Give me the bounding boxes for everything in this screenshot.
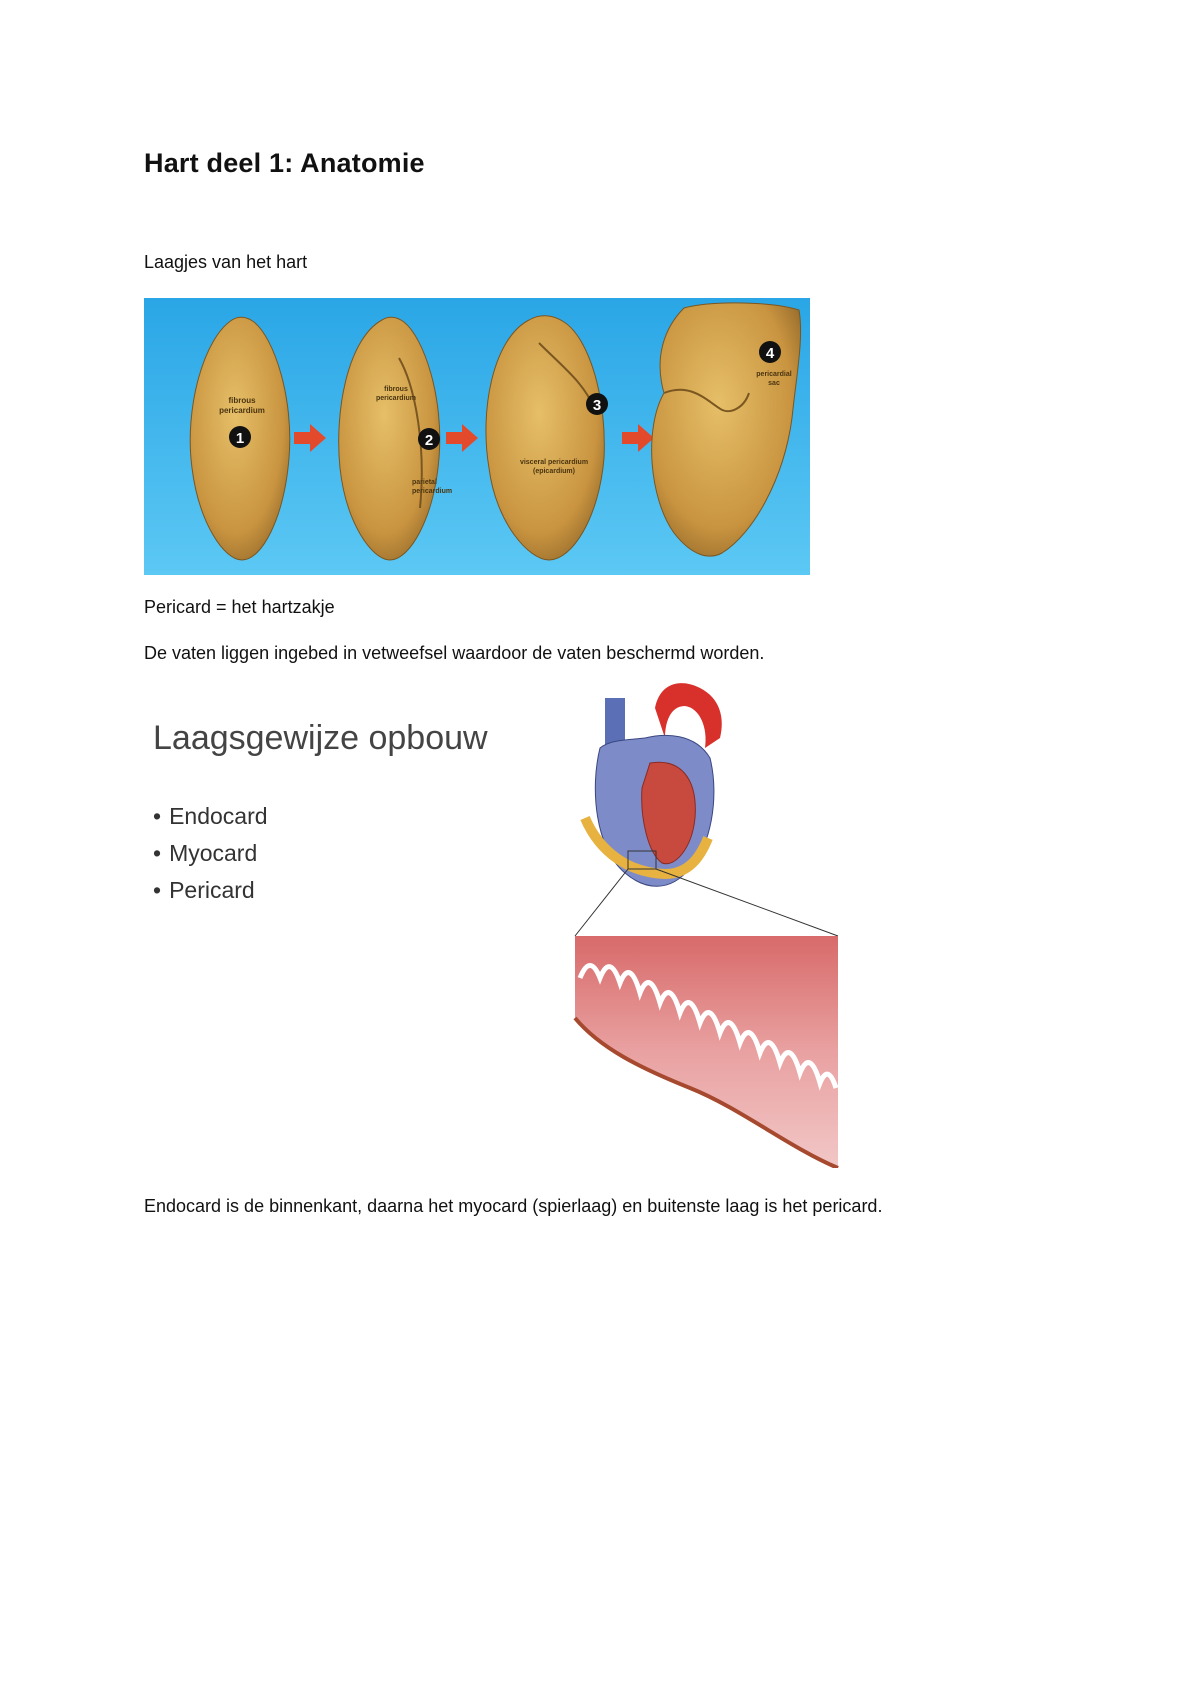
layer-list: [153, 798, 268, 909]
zoom-line-left: [575, 869, 628, 936]
closing-sentence: Endocard is de binnenkant, daarna het myocard (spierlaag) en buitenste laag is het pericard.: [144, 1196, 883, 1216]
pericard-definition: Pericard = het hartzakje: [144, 597, 335, 617]
step1-label-line2: pericardium: [219, 406, 265, 415]
step4-label-line1: pericardial: [756, 371, 792, 378]
step3-label-line2: (epicardium): [532, 468, 576, 475]
step2-number: 2: [424, 432, 434, 449]
step3-number: 3: [592, 397, 602, 414]
section-label: Laagjes van het hart: [144, 252, 308, 272]
step1-number: 1: [235, 430, 245, 447]
list-item: • Myocard: [153, 835, 268, 872]
step3-label-line1: visceral pericardium: [519, 459, 589, 466]
pericardium-layers-figure: [144, 298, 810, 575]
page-title: Hart deel 1: Anatomie: [144, 148, 425, 178]
heart-wall-illustration: [570, 678, 840, 1168]
slide-title: Laagsgewijze opbouw: [153, 719, 488, 757]
vaten-sentence: De vaten liggen ingebed in vetweefsel waardoor de vaten beschermd worden.: [144, 643, 765, 663]
step2-label2-line1: parietal: [412, 479, 437, 486]
step4-label-line2: sac: [768, 380, 780, 387]
zoom-line-right: [656, 869, 838, 936]
step2-label-line1: fibrous: [384, 386, 408, 393]
list-item: • Endocard: [153, 798, 268, 835]
step2-label2-line2: pericardium: [412, 488, 453, 495]
step1-label-line1: fibrous: [228, 396, 256, 405]
step2-label-line2: pericardium: [375, 395, 417, 402]
step4-number: 4: [765, 345, 775, 362]
list-item: • Pericard: [153, 872, 268, 909]
